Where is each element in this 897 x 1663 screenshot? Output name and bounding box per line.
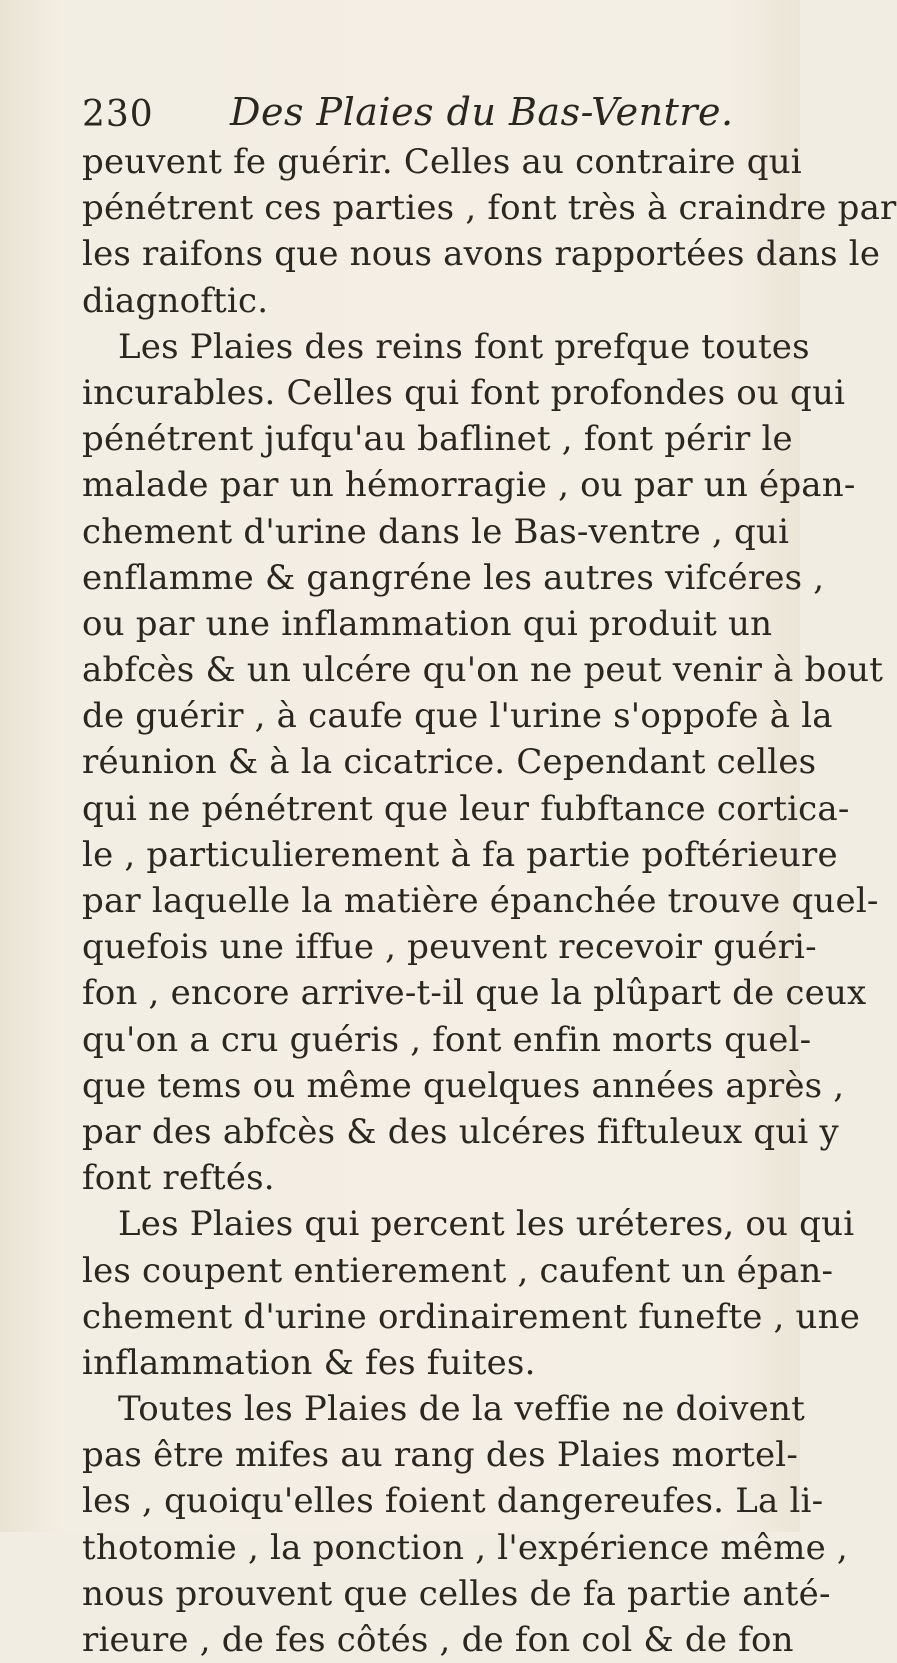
text-line: ou par une inflammation qui produit un: [82, 603, 773, 644]
text-line: peuvent fe guérir. Celles au contraire qui: [82, 142, 802, 182]
text-line: enflamme & gangréne les autres vifcéres ,: [82, 557, 825, 598]
text-line: de guérir , à caufe que l'urine s'oppofe à la: [82, 696, 833, 737]
text-line: pénétrent ces parties , font très à craindre par: [82, 188, 897, 229]
running-title: Des Plaies du Bas-Ventre.: [230, 90, 734, 134]
text-line: Les Plaies qui percent les uréteres, ou qui: [118, 1204, 855, 1245]
text-line: le , particulierement à fa partie poftérieure: [82, 834, 838, 875]
text-line: nous prouvent que celles de fa partie anté-: [82, 1573, 831, 1614]
text-line: font reftés.: [82, 1158, 275, 1199]
text-line: par laquelle la matière épanchée trouve quel-: [82, 881, 879, 921]
text-line: les , quoiqu'elles foient dangereufes. La li-: [82, 1481, 824, 1522]
text-line: chement d'urine ordinairement funefte , une: [82, 1296, 861, 1337]
body-text: [82, 139, 897, 1663]
text-line: qui ne pénétrent que leur fubftance cortica-: [82, 788, 850, 829]
text-line: thotomie , la ponction , l'expérience même ,: [82, 1527, 848, 1568]
text-line: rieure , de fes côtés , de fon col & de fon: [82, 1620, 794, 1660]
text-line: par des abfcès & des ulcéres fiftuleux qui y: [82, 1111, 839, 1152]
text-line: incurables. Celles qui font profondes ou qui: [82, 372, 846, 413]
text-line: Les Plaies des reins font prefque toutes: [118, 326, 810, 367]
text-line: fon , encore arrive-t-il que la plûpart de ceux: [82, 973, 867, 1014]
text-line: inflammation & fes fuites.: [82, 1342, 536, 1383]
text-line: diagnoftic.: [82, 280, 269, 321]
text-line: abfcès & un ulcére qu'on ne peut venir à bout: [82, 650, 884, 691]
page-number: 230: [82, 94, 154, 135]
text-line: qu'on a cru guéris , font enfin morts quel-: [82, 1019, 812, 1060]
text-line: les coupent entierement , caufent un épan-: [82, 1250, 834, 1291]
text-line: Toutes les Plaies de la veffie ne doivent: [118, 1389, 805, 1430]
text-line: les raifons que nous avons rapportées dans le: [82, 234, 881, 275]
text-line: chement d'urine dans le Bas-ventre , qui: [82, 511, 790, 552]
text-line: quefois une iffue , peuvent recevoir guéri-: [82, 927, 817, 968]
text-line: malade par un hémorragie , ou par un épan-: [82, 465, 856, 506]
page-header: [82, 86, 762, 138]
text-line: réunion & à la cicatrice. Cependant celles: [82, 742, 817, 783]
text-line: pas être mifes au rang des Plaies mortel-: [82, 1435, 799, 1476]
text-line: que tems ou même quelques années après ,: [82, 1065, 845, 1106]
text-line: pénétrent jufqu'au baflinet , font périr le: [82, 419, 793, 460]
